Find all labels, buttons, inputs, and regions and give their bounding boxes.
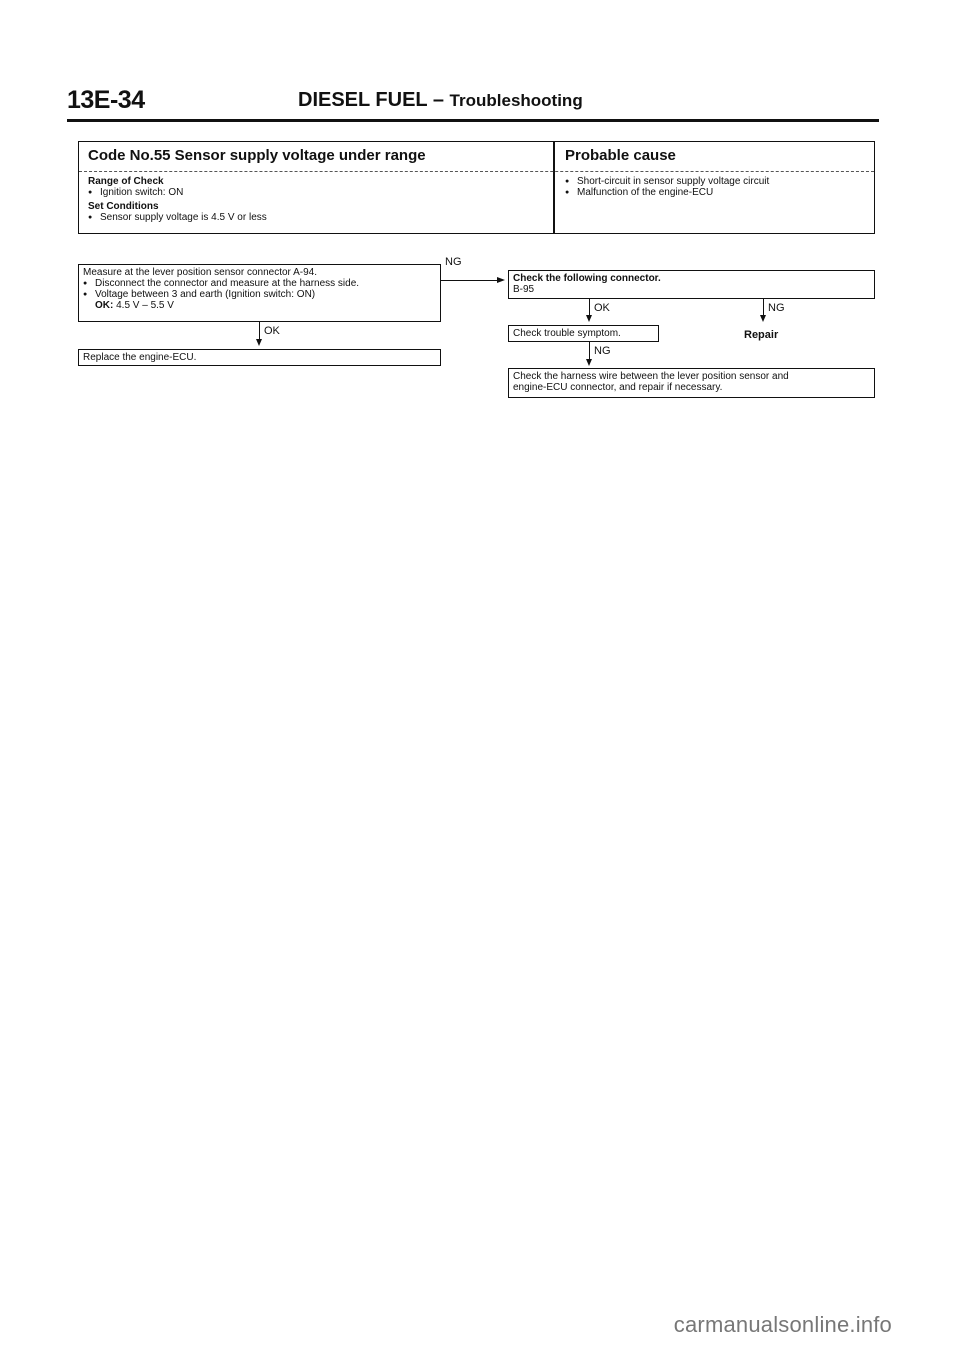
ng-label: NG [768, 302, 785, 314]
range-item: ● Ignition switch: ON [88, 187, 267, 198]
measure-step-box [78, 264, 441, 322]
replace-ecu-text: Replace the engine-ECU. [83, 352, 197, 363]
ng-label: NG [594, 345, 611, 357]
ok-criteria [83, 300, 359, 311]
ng-connector-line [589, 342, 590, 360]
column-divider [553, 142, 555, 233]
ng-connector-line [441, 280, 498, 281]
measure-step-bullet: ● Voltage between 3 and earth (Ignition switch: ON) [83, 289, 359, 300]
ok-criteria-label: OK: [95, 300, 114, 311]
title-separator: – [432, 89, 444, 111]
probable-cause-list [565, 176, 769, 198]
section-name: DIESEL FUEL [298, 89, 428, 111]
repair-text: Repair [744, 329, 779, 341]
cause-item: ● Short-circuit in sensor supply voltage circuit [565, 176, 769, 187]
code-title: Code No.55 Sensor supply voltage under range [88, 147, 426, 164]
measure-step-text: Measure at the lever position sensor connector A-94. [83, 267, 318, 278]
header-divider [79, 171, 874, 172]
ok-connector-line [589, 299, 590, 316]
trouble-symptom-box [508, 325, 659, 342]
ng-label: NG [445, 256, 462, 268]
page-number: 13E-34 [67, 86, 145, 114]
arrow-down-icon [760, 315, 766, 322]
measure-step-bullet: ● Disconnect the connector and measure at the harness side. [83, 278, 359, 289]
header-rule [67, 119, 879, 122]
harness-check-text: Check the harness wire between the lever position sensor and [513, 371, 789, 382]
arrow-down-icon [256, 339, 262, 346]
connector-id: B-95 [513, 284, 535, 295]
diagnostic-info-table [78, 141, 875, 234]
subsection-name: Troubleshooting [449, 91, 583, 110]
cause-item: ● Malfunction of the engine-ECU [565, 187, 769, 198]
arrow-down-icon [586, 359, 592, 366]
connector-check-box [508, 270, 875, 299]
harness-check-box [508, 368, 875, 398]
trouble-symptom-text: Check trouble symptom. [513, 328, 621, 339]
set-conditions-heading: Set Conditions [88, 201, 159, 212]
ok-label: OK [264, 325, 280, 337]
set-condition-item: ● Sensor supply voltage is 4.5 V or less [88, 212, 267, 223]
ok-label: OK [594, 302, 610, 314]
page-title [298, 89, 583, 112]
harness-check-text: engine-ECU connector, and repair if necessary. [513, 382, 723, 393]
arrow-right-icon [497, 277, 505, 283]
site-watermark: carmanualsonline.info [673, 1312, 892, 1337]
connector-check-text: Check the following connector. [513, 273, 661, 284]
arrow-down-icon [586, 315, 592, 322]
range-of-check-section [88, 176, 267, 223]
ok-criteria-value: 4.5 V – 5.5 V [116, 300, 174, 311]
replace-ecu-box [78, 349, 441, 366]
range-of-check-heading: Range of Check [88, 176, 164, 187]
ok-connector-line [259, 322, 260, 340]
ng-connector-line [763, 299, 764, 316]
probable-cause-title: Probable cause [565, 147, 676, 164]
